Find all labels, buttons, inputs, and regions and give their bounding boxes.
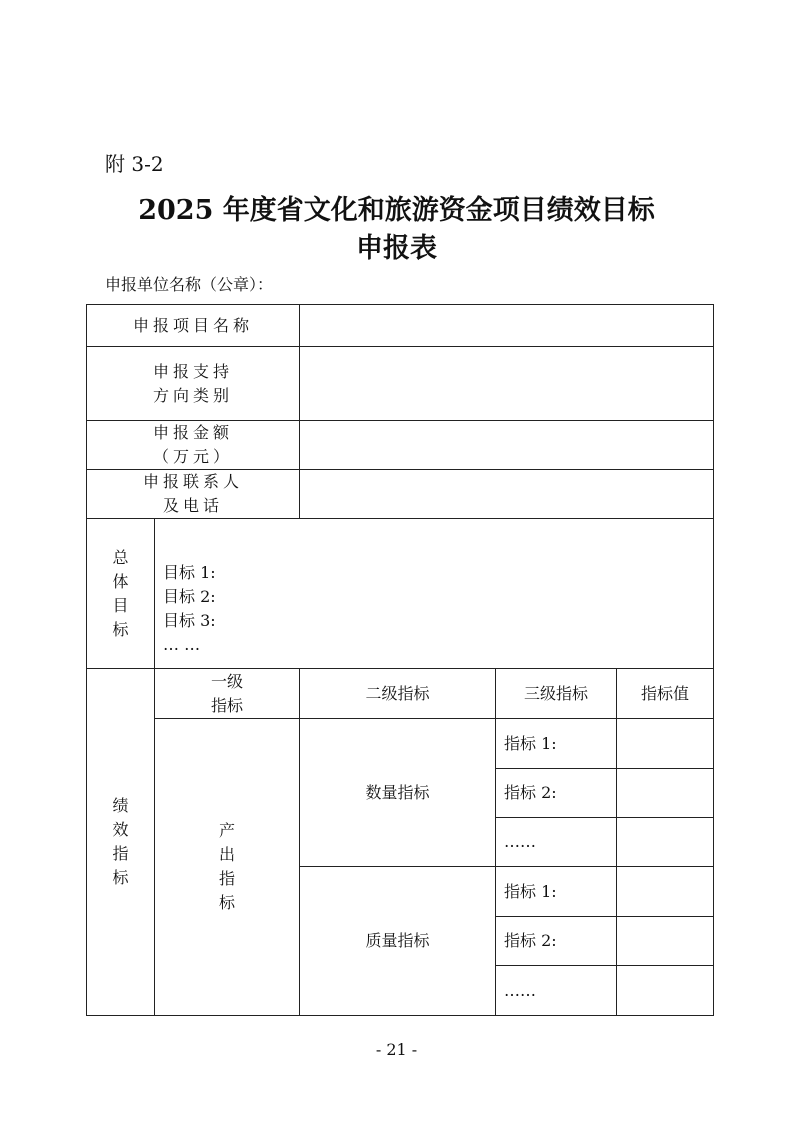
header-level1-line2: 指标 xyxy=(211,695,244,715)
contact-label-line2: 及电话 xyxy=(163,496,224,515)
goal-item-3: 目标 3: xyxy=(163,610,216,630)
quality-indicator-label: 质量指标 xyxy=(300,867,496,1016)
quality-indicator-2-value[interactable] xyxy=(617,917,714,966)
contact-field[interactable] xyxy=(300,470,714,519)
amount-label-line1: 申报金额 xyxy=(153,423,234,442)
quantity-indicator-more: …… xyxy=(496,818,617,867)
page-number: - 21 - xyxy=(375,1040,418,1059)
performance-header-row xyxy=(87,669,714,719)
form-row-contact xyxy=(87,470,714,519)
attachment-label: 附 3-2 xyxy=(105,152,164,176)
quantity-indicator-label: 数量指标 xyxy=(300,719,496,867)
output-indicator-label-text: 产出指标 xyxy=(218,821,235,912)
form-row-support-direction xyxy=(87,347,714,421)
support-direction-label-line2: 方向类别 xyxy=(153,385,234,405)
quantity-row-1 xyxy=(87,719,714,769)
page-subtitle: 申报表 xyxy=(356,233,437,264)
overall-goal-field[interactable] xyxy=(155,519,714,669)
quality-indicator-1: 指标 1: xyxy=(496,867,617,917)
output-indicator-label xyxy=(155,719,300,1016)
quantity-indicator-1: 指标 1: xyxy=(496,719,617,769)
goal-item-more: … … xyxy=(163,634,201,654)
header-level3: 三级指标 xyxy=(496,669,617,719)
quality-indicator-1-value[interactable] xyxy=(617,867,714,917)
quantity-indicator-more-value[interactable] xyxy=(617,818,714,867)
overall-goal-label-text: 总体目标 xyxy=(112,547,129,639)
support-direction-label xyxy=(87,347,300,421)
declaration-form-table xyxy=(86,304,714,1016)
form-row-amount xyxy=(87,421,714,470)
quantity-indicator-1-value[interactable] xyxy=(617,719,714,769)
header-level2: 二级指标 xyxy=(300,669,496,719)
quantity-indicator-2: 指标 2: xyxy=(496,769,617,818)
project-name-field[interactable] xyxy=(300,305,714,347)
quality-indicator-more: …… xyxy=(496,966,617,1016)
form-row-project-name xyxy=(87,305,714,347)
amount-field[interactable] xyxy=(300,421,714,470)
quality-indicator-2: 指标 2: xyxy=(496,917,617,966)
contact-label xyxy=(87,470,300,519)
page-title: 2025 年度省文化和旅游资金项目绩效目标 xyxy=(138,195,655,226)
performance-indicator-label-text: 绩效指标 xyxy=(112,796,129,887)
quantity-indicator-2-value[interactable] xyxy=(617,769,714,818)
amount-label-line2: （万元） xyxy=(153,447,234,466)
performance-indicator-label xyxy=(87,669,155,1016)
project-name-label: 申报项目名称 xyxy=(87,305,300,347)
form-row-overall-goal xyxy=(87,519,714,669)
header-level1 xyxy=(155,669,300,719)
quality-indicator-more-value[interactable] xyxy=(617,966,714,1016)
header-value: 指标值 xyxy=(617,669,714,719)
header-level1-line1: 一级 xyxy=(211,671,244,691)
goal-item-2: 目标 2: xyxy=(163,586,216,606)
overall-goal-label xyxy=(87,519,155,669)
goal-item-1: 目标 1: xyxy=(163,562,216,582)
amount-label xyxy=(87,421,300,470)
support-direction-field[interactable] xyxy=(300,347,714,421)
org-name-label: 申报单位名称（公章）： xyxy=(105,275,274,294)
contact-label-line1: 申报联系人 xyxy=(143,472,244,491)
support-direction-label-line1: 申报支持 xyxy=(153,361,234,381)
